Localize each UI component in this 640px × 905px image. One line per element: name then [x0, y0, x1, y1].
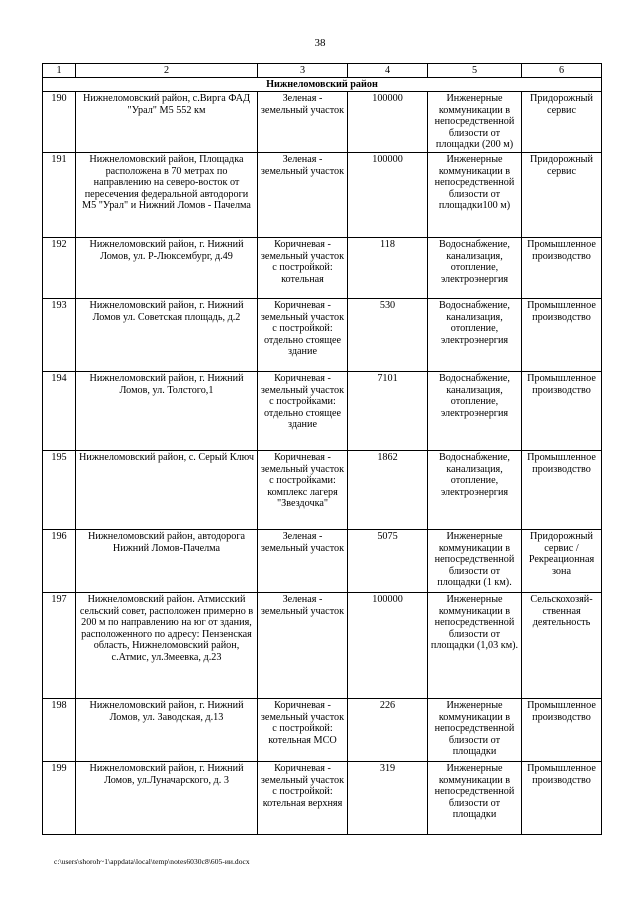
infrastructure-cell: Инженерные коммуникации в непосредственной близости от площадки (1,03 км). — [428, 593, 522, 699]
table-row — [43, 699, 602, 762]
table-row — [43, 372, 602, 451]
purpose-cell: Промышленное производство — [522, 372, 602, 451]
infrastructure-cell: Инженерные коммуникации в непосредственной близости от площадки (1 км). — [428, 530, 522, 593]
zone-cell: Коричневая - земельный участок с постройкой: котельная — [258, 238, 348, 299]
column-number: 3 — [258, 64, 348, 78]
infrastructure-cell: Водоснабжение, канализация, отопление, электроэнергия — [428, 372, 522, 451]
zone-cell: Коричневая - земельный участок с постройками: комплекс лагеря "Звездочка" — [258, 451, 348, 530]
area-cell: 100000 — [348, 593, 428, 699]
purpose-cell: Придорожный сервис — [522, 153, 602, 238]
row-number: 194 — [43, 372, 76, 451]
location-cell: Нижнеломовский район, Площадка расположена в 70 метрах по направлению на северо-восток от пересечения федеральной автодороги М5 "Урал" и Нижний Ломов - Пачелма — [76, 153, 258, 238]
row-number: 191 — [43, 153, 76, 238]
zone-cell: Коричневая - земельный участок с постройками: отдельно стоящее здание — [258, 372, 348, 451]
table-row — [43, 153, 602, 238]
purpose-cell: Промышленное производство — [522, 299, 602, 372]
zone-cell: Зеленая - земельный участок — [258, 153, 348, 238]
location-cell: Нижнеломовский район, г. Нижний Ломов, ул. Толстого,1 — [76, 372, 258, 451]
area-cell: 118 — [348, 238, 428, 299]
zone-cell: Зеленая - земельный участок — [258, 92, 348, 153]
area-cell: 1862 — [348, 451, 428, 530]
row-number: 190 — [43, 92, 76, 153]
infrastructure-cell: Инженерные коммуникации в непосредственной близости от площадки — [428, 699, 522, 762]
row-number: 192 — [43, 238, 76, 299]
infrastructure-cell: Водоснабжение, канализация, отопление, электроэнергия — [428, 451, 522, 530]
infrastructure-cell: Водоснабжение, канализация, отопление, электроэнергия — [428, 299, 522, 372]
area-cell: 5075 — [348, 530, 428, 593]
column-number: 5 — [428, 64, 522, 78]
location-cell: Нижнеломовский район, автодорога Нижний Ломов-Пачелма — [76, 530, 258, 593]
area-cell: 100000 — [348, 92, 428, 153]
zone-cell: Коричневая - земельный участок с постройкой: котельная верхняя — [258, 762, 348, 835]
district-heading-row — [43, 78, 602, 92]
infrastructure-cell: Инженерные коммуникации в непосредственной близости от площадки — [428, 762, 522, 835]
row-number: 197 — [43, 593, 76, 699]
column-number: 6 — [522, 64, 602, 78]
area-cell: 7101 — [348, 372, 428, 451]
area-cell: 530 — [348, 299, 428, 372]
column-number-row — [43, 64, 602, 78]
zone-cell: Зеленая - земельный участок — [258, 593, 348, 699]
row-number: 193 — [43, 299, 76, 372]
table-row — [43, 451, 602, 530]
location-cell: Нижнеломовский район, г. Нижний Ломов, ул.Луначарского, д. 3 — [76, 762, 258, 835]
row-number: 196 — [43, 530, 76, 593]
page-number: 38 — [314, 37, 326, 49]
infrastructure-cell: Инженерные коммуникации в непосредственной близости от площадки100 м) — [428, 153, 522, 238]
zone-cell: Коричневая - земельный участок с постройкой: котельная МСО — [258, 699, 348, 762]
location-cell: Нижнеломовский район, г. Нижний Ломов, ул. Р-Люксембург, д.49 — [76, 238, 258, 299]
location-cell: Нижнеломовский район, г. Нижний Ломов, ул. Заводская, д.13 — [76, 699, 258, 762]
infrastructure-cell: Инженерные коммуникации в непосредственной близости от площадки (200 м) — [428, 92, 522, 153]
table-row — [43, 238, 602, 299]
zone-cell: Коричневая - земельный участок с постройкой: отдельно стоящее здание — [258, 299, 348, 372]
sites-table — [42, 63, 602, 835]
area-cell: 226 — [348, 699, 428, 762]
purpose-cell: Придорожный сервис / Рекреационная зона — [522, 530, 602, 593]
area-cell: 319 — [348, 762, 428, 835]
column-number: 4 — [348, 64, 428, 78]
table-row — [43, 530, 602, 593]
infrastructure-cell: Водоснабжение, канализация, отопление, электроэнергия — [428, 238, 522, 299]
location-cell: Нижнеломовский район. Атмисский сельский совет, расположен примерно в 200 м по направлению на юг от здания, расположенного по адресу: Пензенская область, Нижнеломовский район, с.Атмис, ул.Змеевка, д.23 — [76, 593, 258, 699]
table-row — [43, 593, 602, 699]
column-number: 1 — [43, 64, 76, 78]
location-cell: Нижнеломовский район, с. Серый Ключ — [76, 451, 258, 530]
location-cell: Нижнеломовский район, с.Вирга ФАД "Урал" М5 552 км — [76, 92, 258, 153]
table-row — [43, 92, 602, 153]
purpose-cell: Промышленное производство — [522, 699, 602, 762]
zone-cell: Зеленая - земельный участок — [258, 530, 348, 593]
area-cell: 100000 — [348, 153, 428, 238]
row-number: 198 — [43, 699, 76, 762]
location-cell: Нижнеломовский район, г. Нижний Ломов ул. Советская площадь, д.2 — [76, 299, 258, 372]
purpose-cell: Промышленное производство — [522, 451, 602, 530]
row-number: 199 — [43, 762, 76, 835]
purpose-cell: Промышленное производство — [522, 762, 602, 835]
table-row — [43, 762, 602, 835]
purpose-cell: Сельскохозяй-ственная деятельность — [522, 593, 602, 699]
purpose-cell: Промышленное производство — [522, 238, 602, 299]
district-heading: Нижнеломовский район — [43, 78, 602, 92]
table-row — [43, 299, 602, 372]
row-number: 195 — [43, 451, 76, 530]
footer-file-path: c:\users\shoroh~1\appdata\local\temp\notes6030c8\605-ии.docx — [54, 857, 250, 866]
purpose-cell: Придорожный сервис — [522, 92, 602, 153]
column-number: 2 — [76, 64, 258, 78]
